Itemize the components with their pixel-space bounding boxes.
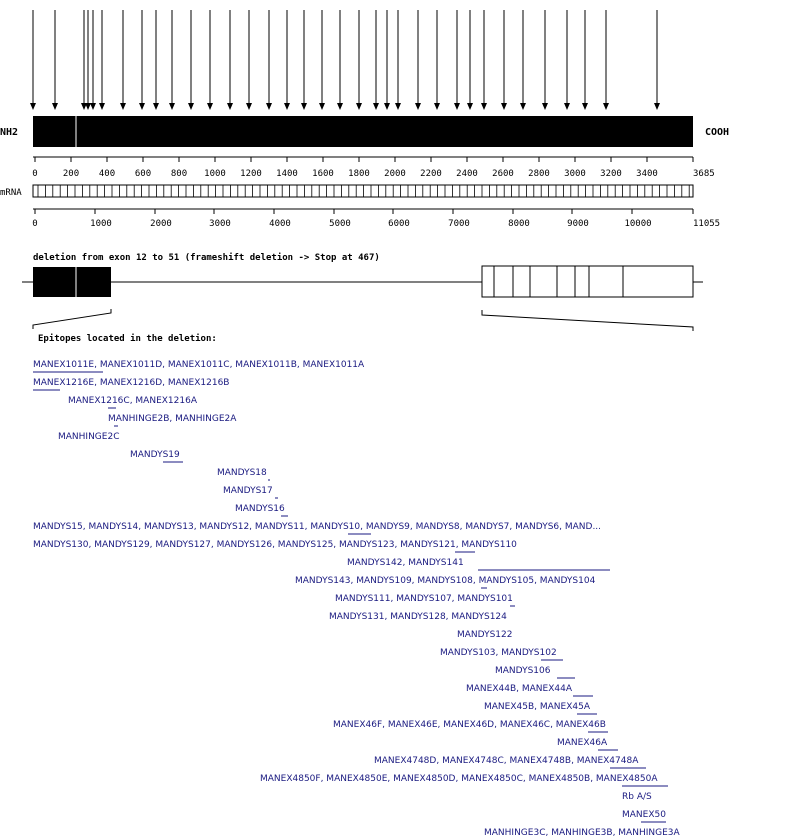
exon-arrow (188, 10, 194, 110)
epitope-row-label: MANHINGE3C, MANHINGE3B, MANHINGE3A (484, 828, 680, 837)
mrna-bar (33, 185, 693, 197)
deletion-left-block (33, 267, 111, 297)
mrna-label: mRNA (0, 188, 22, 198)
epitope-row (223, 486, 278, 498)
epitope-row (457, 630, 512, 640)
exon-arrow (542, 10, 548, 110)
exon-arrow (356, 10, 362, 110)
exon-arrow (266, 10, 272, 110)
epitope-row (333, 720, 608, 732)
epitope-row-label: MANHINGE2C (58, 432, 120, 442)
aa-tick-label: 1800 (348, 169, 370, 179)
epitope-row-label: MANEX4850F, MANEX4850E, MANEX4850D, MANEX4850C, MANEX4850B, MANEX4850A (260, 774, 658, 784)
mrna-axis-end-label: 11055 (693, 219, 721, 229)
epitope-row (260, 774, 668, 786)
epitope-row (130, 450, 183, 462)
epitope-row-label: MANEX50 (622, 810, 666, 820)
exon-arrow (319, 10, 325, 110)
exon-arrow (99, 10, 105, 110)
epitope-row-label: MANDYS111, MANDYS107, MANDYS101 (335, 594, 513, 604)
mrna-tick-label: 5000 (329, 219, 351, 229)
aa-tick-label: 600 (134, 169, 152, 179)
epitope-row-label: MANEX44B, MANEX44A (466, 684, 572, 694)
exon-arrow (52, 10, 58, 110)
epitope-row (484, 702, 597, 714)
epitope-row (329, 612, 507, 622)
exon-arrow (501, 10, 507, 110)
exon-boundary-arrows (30, 10, 660, 110)
epitope-row-label: MANDYS106 (495, 666, 551, 676)
epitope-row-label: MANDYS15, MANDYS14, MANDYS13, MANDYS12, MANDYS11, MANDYS10, MANDYS9, MANDYS8, MANDYS7, MANDYS6, MAND... (33, 522, 602, 532)
epitopes-heading: Epitopes located in the deletion: (38, 334, 217, 344)
exon-arrow (227, 10, 233, 110)
zoom-connector-right (482, 310, 693, 331)
exon-arrow (603, 10, 609, 110)
epitope-row-label: MANDYS16 (235, 504, 285, 514)
aa-axis-ticks (32, 157, 693, 179)
exon-arrow (30, 10, 36, 110)
epitope-row-label: MANHINGE2B, MANHINGE2A (108, 414, 237, 424)
exon-arrow (564, 10, 570, 110)
epitope-row-label: MANEX45B, MANEX45A (484, 702, 590, 712)
epitope-row-label: MANDYS18 (217, 468, 267, 478)
aa-tick-label: 2600 (492, 169, 514, 179)
epitope-row-label: MANDYS143, MANDYS109, MANDYS108, MANDYS105, MANDYS104 (295, 576, 596, 586)
epitope-row (33, 540, 517, 552)
epitope-row (33, 360, 365, 372)
exon-arrow (284, 10, 290, 110)
exon-arrow (169, 10, 175, 110)
epitope-row (347, 558, 610, 570)
epitope-row (33, 378, 229, 390)
epitope-row (235, 504, 288, 516)
epitope-row-label: MANEX1011E, MANEX1011D, MANEX1011C, MANEX1011B, MANEX1011A (33, 360, 365, 370)
epitope-row-label: MANEX46A (557, 738, 608, 748)
exon-arrow (481, 10, 487, 110)
exon-arrow (434, 10, 440, 110)
epitope-row-label: MANDYS103, MANDYS102 (440, 648, 557, 658)
aa-tick-label: 1000 (204, 169, 226, 179)
epitope-row (622, 792, 652, 802)
epitope-row (33, 522, 601, 534)
aa-tick-label: 3000 (564, 169, 586, 179)
aa-tick-label: 3200 (600, 169, 622, 179)
epitope-row (466, 684, 593, 696)
aa-tick-label: 1200 (240, 169, 262, 179)
aa-tick-label: 800 (170, 169, 188, 179)
exon-arrow (654, 10, 660, 110)
mrna-tick-label: 8000 (508, 219, 530, 229)
exon-arrow (90, 10, 96, 110)
exon-arrow (301, 10, 307, 110)
exon-arrow (384, 10, 390, 110)
mrna-tick-label: 4000 (269, 219, 291, 229)
aa-tick-label: 0 (32, 169, 38, 179)
nh2-label: NH2 (0, 127, 19, 138)
mrna-tick-label: 7000 (448, 219, 470, 229)
epitope-row-label: MANEX4748D, MANEX4748C, MANEX4748B, MANEX4748A (374, 756, 639, 766)
zoom-connector-left (33, 309, 111, 329)
aa-tick-label: 2400 (456, 169, 478, 179)
exon-arrow (81, 10, 87, 110)
epitope-row-label: MANEX1216C, MANEX1216A (68, 396, 197, 406)
epitope-row (217, 468, 270, 480)
epitope-row (440, 648, 563, 660)
exon-arrow (467, 10, 473, 110)
epitope-row-label: MANDYS142, MANDYS141 (347, 558, 464, 568)
mrna-tick-label: 0 (32, 219, 38, 229)
exon-arrow (337, 10, 343, 110)
exon-arrow (207, 10, 213, 110)
epitope-row (295, 576, 596, 588)
aa-axis-end-label: 3685 (693, 169, 715, 179)
aa-tick-label: 3400 (636, 169, 658, 179)
mrna-axis-ticks (32, 209, 693, 229)
mrna-tick-label: 10000 (624, 219, 652, 229)
epitope-row-label: Rb A/S (622, 792, 652, 802)
exon-arrow (454, 10, 460, 110)
exon-arrow (153, 10, 159, 110)
cooh-label: COOH (705, 127, 730, 138)
epitope-row-label: MANDYS17 (223, 486, 273, 496)
epitope-row (374, 756, 646, 768)
epitope-row (622, 810, 666, 822)
exon-arrow (373, 10, 379, 110)
epitope-row-label: MANDYS122 (457, 630, 513, 640)
epitope-row-label: MANDYS19 (130, 450, 180, 460)
epitope-row-label: MANDYS130, MANDYS129, MANDYS127, MANDYS126, MANDYS125, MANDYS123, MANDYS121, MANDYS110 (33, 540, 517, 550)
epitope-row-label: MANDYS131, MANDYS128, MANDYS124 (329, 612, 507, 622)
epitope-row (484, 828, 680, 837)
aa-tick-label: 200 (62, 169, 80, 179)
epitope-row (557, 738, 618, 750)
epitope-row-label: MANEX46F, MANEX46E, MANEX46D, MANEX46C, MANEX46B (333, 720, 606, 730)
aa-tick-label: 1600 (312, 169, 334, 179)
aa-tick-label: 1400 (276, 169, 298, 179)
deletion-title: deletion from exon 12 to 51 (frameshift deletion -> Stop at 467) (33, 253, 380, 263)
aa-tick-label: 400 (98, 169, 116, 179)
exon-arrow (120, 10, 126, 110)
exon-arrow (139, 10, 145, 110)
mrna-tick-label: 9000 (567, 219, 589, 229)
epitope-row-label: MANEX1216E, MANEX1216D, MANEX1216B (33, 378, 230, 388)
epitope-row (335, 594, 515, 606)
aa-tick-label: 2800 (528, 169, 550, 179)
protein-bar (33, 116, 693, 147)
mrna-tick-label: 1000 (90, 219, 112, 229)
deletion-right-block (482, 266, 693, 297)
exon-arrow (415, 10, 421, 110)
epitope-row (58, 432, 119, 442)
epitope-list (33, 360, 680, 837)
mrna-tick-label: 2000 (150, 219, 172, 229)
epitope-row (68, 396, 198, 408)
exon-arrow (85, 10, 91, 110)
aa-tick-label: 2200 (420, 169, 442, 179)
exon-arrow (395, 10, 401, 110)
mrna-tick-label: 3000 (209, 219, 231, 229)
mrna-tick-label: 6000 (388, 219, 410, 229)
epitope-row (495, 666, 575, 678)
exon-arrow (520, 10, 526, 110)
exon-arrow (582, 10, 588, 110)
epitope-row (108, 414, 237, 426)
aa-tick-label: 2000 (384, 169, 406, 179)
exon-arrow (246, 10, 252, 110)
